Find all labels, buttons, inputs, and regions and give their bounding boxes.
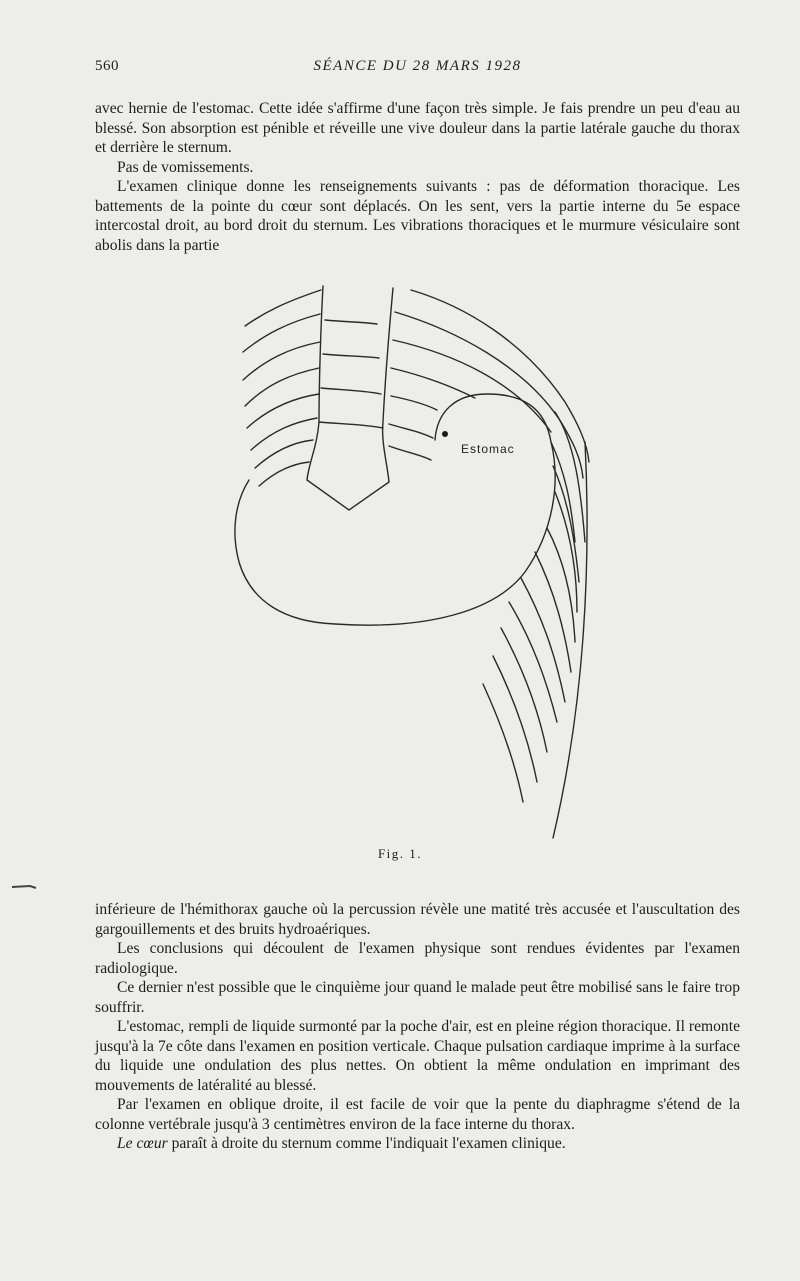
rib-line xyxy=(391,368,475,398)
paragraph: Ce dernier n'est possible que le cinquième jour quand le malade peut être mobilisé sans le faire trop souffrir. xyxy=(95,979,740,1016)
sternum-line xyxy=(323,354,379,358)
rib-line xyxy=(509,602,557,722)
paragraph-rest: paraît à droite du sternum comme l'indiquait l'examen clinique. xyxy=(167,1135,566,1152)
running-head xyxy=(95,58,740,80)
rib-line xyxy=(483,684,523,802)
rib-line xyxy=(259,462,309,486)
paragraph: L'estomac, rempli de liquide surmonté par la poche d'air, est en pleine région thoracique. Il remonte jusqu'à la 7e côte dans l'examen en position verticale. Chaque pulsation cardiaque imprime à la surface du liquide une ondulation des plus nettes. On obtient la même ondulation en imprimant des mouvements de latéralité au blessé. xyxy=(95,1018,740,1094)
rib-line xyxy=(247,394,319,428)
rib-line xyxy=(255,440,313,468)
marker-dot xyxy=(442,431,448,437)
rib-line xyxy=(393,340,551,432)
sternum-outline xyxy=(307,286,393,510)
figure-label-estomac: Estomac xyxy=(461,442,515,456)
running-title: SÉANCE DU 28 MARS 1928 xyxy=(313,58,522,74)
page-number: 560 xyxy=(95,58,119,74)
rib-line xyxy=(391,396,437,410)
sternum-line xyxy=(321,388,381,394)
paragraph xyxy=(95,1134,740,1154)
text-block-top xyxy=(95,99,740,255)
figure-caption: Fig. 1. xyxy=(377,846,423,861)
paragraph: Pas de vomissements. xyxy=(117,158,254,176)
rib-line xyxy=(243,342,320,380)
figure-drawing xyxy=(225,282,605,842)
paragraph: avec hernie de l'estomac. Cette idée s'affirme d'une façon très simple. Je fais prendre un peu d'eau au blessé. Son absorption est pénible et réveille une vive douleur dans la partie latérale gauche du thorax et derrière le sternum. xyxy=(95,100,740,156)
paragraph: L'examen clinique donne les renseignements suivants : pas de déformation thoracique. Les battements de la pointe du cœur sont déplacés. On les sent, vers la partie interne du 5e espace intercostal droit, au bord droit du sternum. Les vibrations thoraciques et le murmure vésiculaire sont abolis dans la partie xyxy=(95,178,740,254)
sternum-line xyxy=(319,422,383,428)
paragraph: Par l'examen en oblique droite, il est facile de voir que la pente du diaphragme s'étend de la colonne vertébrale jusqu'à 3 centimètres environ de la face interne du thorax. xyxy=(95,1096,740,1133)
rib-line xyxy=(389,446,431,460)
italic-lead: Le cœur xyxy=(117,1135,168,1152)
rib-line xyxy=(411,290,589,462)
margin-mark xyxy=(10,883,38,891)
rib-line xyxy=(493,656,537,782)
sternum-line xyxy=(325,320,377,324)
rib-line xyxy=(245,290,321,326)
figure-stomach-hernia xyxy=(225,282,605,842)
rib-line xyxy=(389,424,433,438)
paragraph: Les conclusions qui découlent de l'examen physique sont rendues évidentes par l'examen radiologique. xyxy=(95,940,740,977)
rib-line xyxy=(245,368,319,406)
rib-line xyxy=(251,418,317,450)
text-block-bottom xyxy=(95,900,740,1154)
paragraph: inférieure de l'hémithorax gauche où la percussion révèle une matité très accusée et l'auscultation des gargouillements et des bruits hydroaériques. xyxy=(95,901,740,938)
